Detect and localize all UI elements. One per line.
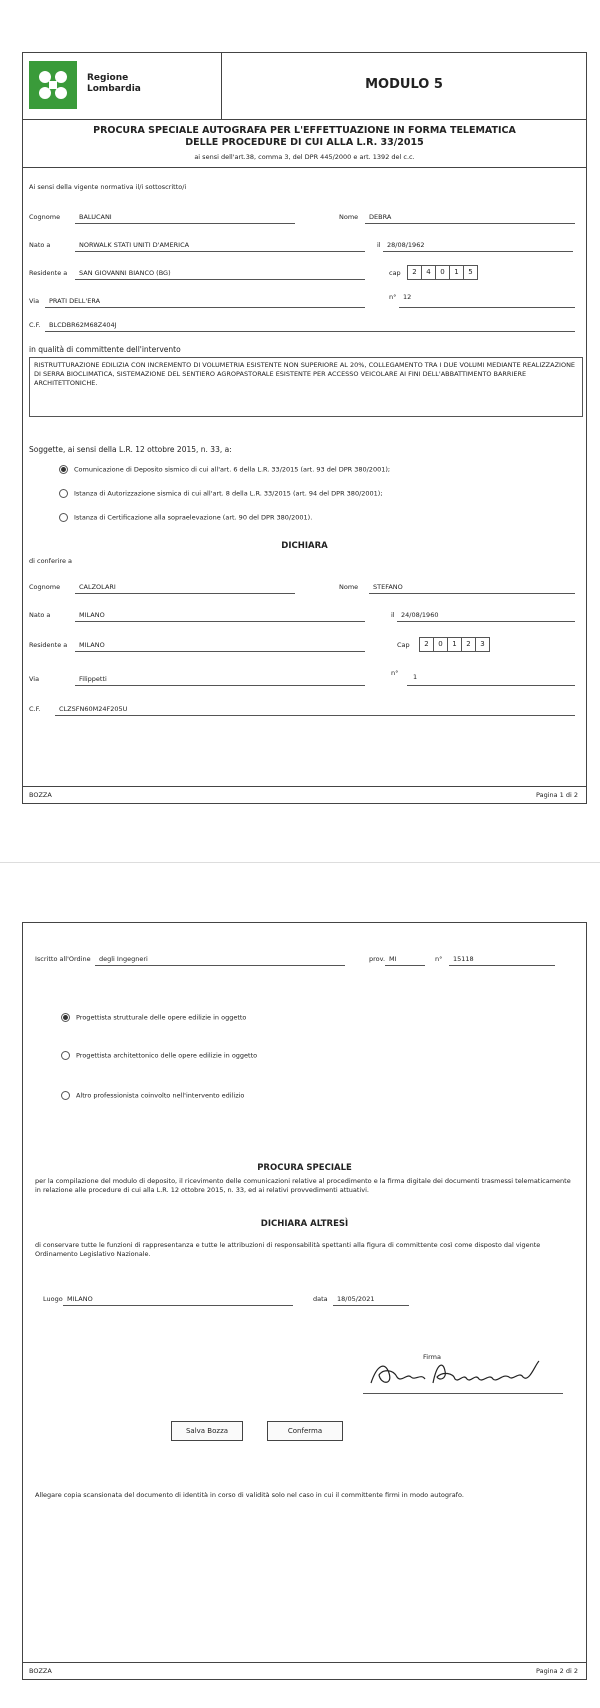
cognome-field[interactable]: BALUCANI <box>79 213 112 221</box>
proc-civico-underline <box>407 685 575 686</box>
title-line-2: DELLE PROCEDURE DI CUI ALLA L.R. 33/2015 <box>185 137 424 148</box>
proc-cap-digit[interactable]: 2 <box>419 637 434 652</box>
option-autorizzazione-label: Istanza di Autorizzazione sismica di cui all'art. 8 della L.R. 33/2015 (art. 94 del DPR 380/2001); <box>74 489 383 498</box>
proc-via-label: Via <box>29 675 40 683</box>
ordine-n-underline <box>449 965 555 966</box>
footer-status: BOZZA <box>29 1667 52 1675</box>
form-page-1 <box>22 52 587 804</box>
role-altro-label: Altro professionista coinvolto nell'intervento edilizio <box>76 1091 245 1100</box>
qualita-label: in qualità di committente dell'intervento <box>29 345 181 354</box>
allegare-text: Allegare copia scansionata del documento di identità in corso di validità solo nel caso in cui il committente firmi in modo autografo. <box>35 1491 464 1499</box>
civico-field[interactable]: 12 <box>403 293 412 301</box>
ordine-n-label: n° <box>435 955 443 963</box>
cap-digit[interactable]: 1 <box>449 265 464 280</box>
proc-civico-field[interactable]: 1 <box>413 673 418 681</box>
document-title <box>23 125 586 149</box>
proc-residente-label: Residente a <box>29 641 68 649</box>
proc-residente-underline <box>75 651 365 652</box>
conferire-label: di conferire a <box>29 557 73 565</box>
dichiara-altresi-title: DICHIARA ALTRESÌ <box>260 1219 349 1229</box>
role-strutturale[interactable] <box>61 1013 246 1022</box>
signature-image <box>363 1355 563 1391</box>
proc-il-field[interactable]: 24/08/1960 <box>401 611 439 619</box>
residente-field[interactable]: SAN GIOVANNI BIANCO (BG) <box>79 269 171 277</box>
proc-civico-label: n° <box>391 669 399 677</box>
region-name <box>87 73 141 95</box>
proc-cognome-label: Cognome <box>29 583 61 591</box>
residente-underline <box>75 279 365 280</box>
luogo-underline <box>63 1305 293 1306</box>
intervento-textarea[interactable] <box>29 357 583 417</box>
cognome-underline <box>75 223 295 224</box>
iscritto-field[interactable]: degli Ingegneri <box>99 955 148 963</box>
proc-nato-label: Nato a <box>29 611 51 619</box>
role-architettonico[interactable] <box>61 1051 257 1060</box>
proc-cap-digit[interactable]: 0 <box>433 637 448 652</box>
proc-cap-digit[interactable]: 3 <box>475 637 490 652</box>
proc-cf-label: C.F. <box>29 705 41 713</box>
proc-cap-label: Cap <box>397 641 410 649</box>
cf-underline <box>45 331 575 332</box>
proc-cognome-underline <box>75 593 295 594</box>
title-divider <box>23 167 586 168</box>
footer-page-number: Pagina 1 di 2 <box>535 791 578 799</box>
proc-il-label: il <box>391 611 395 619</box>
option-autorizzazione[interactable] <box>59 489 383 498</box>
ordine-n-field[interactable]: 15118 <box>453 955 474 963</box>
page-footer <box>23 1662 586 1679</box>
nome-underline <box>365 223 575 224</box>
il-underline <box>383 251 573 252</box>
proc-il-underline <box>397 621 575 622</box>
civico-underline <box>399 307 575 308</box>
radio-checked-icon[interactable] <box>61 1013 70 1022</box>
title-line-1: PROCURA SPECIALE AUTOGRAFA PER L'EFFETTUAZIONE IN FORMA TELEMATICA <box>93 125 516 136</box>
proc-cf-underline <box>55 715 575 716</box>
region-name-line-2: Lombardia <box>87 84 141 94</box>
luogo-label: Luogo <box>43 1295 63 1303</box>
option-certificazione[interactable] <box>59 513 312 522</box>
cf-field[interactable]: BLCDBR62M68Z404J <box>49 321 117 329</box>
prov-field[interactable]: MI <box>389 955 397 963</box>
proc-via-field[interactable]: Filippetti <box>79 675 107 683</box>
prov-label: prov. <box>369 955 386 963</box>
data-label: data <box>313 1295 328 1303</box>
cap-digit[interactable]: 2 <box>407 265 422 280</box>
cap-label: cap <box>389 269 401 277</box>
proc-cap-digit[interactable]: 2 <box>461 637 476 652</box>
radio-unchecked-icon[interactable] <box>59 489 68 498</box>
luogo-field[interactable]: MILANO <box>67 1295 93 1303</box>
role-altro[interactable] <box>61 1091 244 1100</box>
data-underline <box>333 1305 409 1306</box>
proc-cf-field[interactable]: CLZSFN60M24F205U <box>59 705 128 713</box>
cap-digit[interactable]: 5 <box>463 265 478 280</box>
residente-label: Residente a <box>29 269 68 277</box>
proc-cap-digit[interactable]: 1 <box>447 637 462 652</box>
nome-label: Nome <box>339 213 359 221</box>
footer-page-number: Pagina 2 di 2 <box>535 1667 578 1675</box>
soggette-label: Soggette, ai sensi della L.R. 12 ottobre 2015, n. 33, a: <box>29 445 232 454</box>
civico-label: n° <box>389 293 397 301</box>
region-logo <box>29 61 77 109</box>
cf-label: C.F. <box>29 321 41 329</box>
proc-residente-field[interactable]: MILANO <box>79 641 105 649</box>
nato-field[interactable]: NORWALK STATI UNITI D'AMERICA <box>79 241 190 249</box>
page-footer <box>23 786 586 803</box>
data-field[interactable]: 18/05/2021 <box>337 1295 375 1303</box>
footer-status: BOZZA <box>29 791 52 799</box>
iscritto-underline <box>95 965 345 966</box>
firma-label: Firma <box>423 1353 441 1361</box>
option-deposito[interactable] <box>59 465 390 474</box>
proc-nome-label: Nome <box>339 583 359 591</box>
lombardia-logo-icon <box>29 61 77 109</box>
radio-checked-icon[interactable] <box>59 465 68 474</box>
nome-field[interactable]: DEBRA <box>369 213 392 221</box>
dichiara-altresi-text: di conservare tutte le funzioni di rappresentanza e tutte le attribuzioni di responsabilità spettanti alla figura di committente così come disposto dal vigente Ordinamento Legislativo Nazionale. <box>35 1241 541 1258</box>
via-underline <box>45 307 365 308</box>
nato-underline <box>75 251 365 252</box>
conferma-button[interactable]: Conferma <box>267 1421 343 1441</box>
il-field[interactable]: 28/08/1962 <box>387 241 425 249</box>
procura-title: PROCURA SPECIALE <box>257 1163 352 1173</box>
title-subtitle: ai sensi dell'art.38, comma 3, del DPR 445/2000 e art. 1392 del c.c. <box>194 153 415 161</box>
role-strutturale-label: Progettista strutturale delle opere edilizie in oggetto <box>76 1013 247 1022</box>
radio-unchecked-icon[interactable] <box>59 513 68 522</box>
proc-nato-underline <box>75 621 365 622</box>
region-name-line-1: Regione <box>87 73 129 83</box>
cognome-label: Cognome <box>29 213 61 221</box>
page-separator <box>0 862 600 863</box>
proc-cognome-field[interactable]: CALZOLARI <box>79 583 116 591</box>
cap-digit[interactable]: 0 <box>435 265 450 280</box>
page-header <box>23 53 586 120</box>
proc-nome-field[interactable]: STEFANO <box>373 583 403 591</box>
cap-digit[interactable]: 4 <box>421 265 436 280</box>
option-certificazione-label: Istanza di Certificazione alla sopraelevazione (art. 90 del DPR 380/2001). <box>74 513 313 522</box>
via-label: Via <box>29 297 40 305</box>
handwritten-signature-icon <box>363 1355 563 1391</box>
firma-underline <box>363 1393 563 1394</box>
salva-bozza-button[interactable]: Salva Bozza <box>171 1421 243 1441</box>
via-field[interactable]: PRATI DELL'ERA <box>49 297 101 305</box>
module-title: MODULO 5 <box>365 77 443 92</box>
radio-unchecked-icon[interactable] <box>61 1091 70 1100</box>
intervento-text: RISTRUTTURAZIONE EDILIZIA CON INCREMENTO DI VOLUMETRIA ESISTENTE NON SUPERIORE AL 20%, COLLEGAMENTO TRA I DUE VOLUMI MEDIANTE REALIZZAZIONE DI SERRA BIOCLIMATICA, SISTEMAZIONE DEL SENTIERO AGROPASTORALE ESISTENTE PER ACCESSO VEICOLARE AI FINI DELL'ABBATTIMENTO BARRIERE ARCHITETTONICHE. <box>34 361 576 387</box>
proc-via-underline <box>75 685 365 686</box>
iscritto-label: Iscritto all'Ordine <box>35 955 91 963</box>
prov-underline <box>385 965 425 966</box>
option-deposito-label: Comunicazione di Deposito sismico di cui all'art. 6 della L.R. 33/2015 (art. 93 del DPR 380/2001); <box>74 465 391 474</box>
proc-nato-field[interactable]: MILANO <box>79 611 105 619</box>
nato-label: Nato a <box>29 241 51 249</box>
dichiara-title: DICHIARA <box>281 541 328 551</box>
form-page-2 <box>22 922 587 1680</box>
radio-unchecked-icon[interactable] <box>61 1051 70 1060</box>
proc-nome-underline <box>369 593 575 594</box>
il-label: il <box>377 241 381 249</box>
role-architettonico-label: Progettista architettonico delle opere edilizie in oggetto <box>76 1051 258 1060</box>
intro-text: Ai sensi della vigente normativa il/i sottoscritto/i <box>29 183 187 191</box>
procura-text: per la compilazione del modulo di deposito, il ricevimento delle comunicazioni relative al procedimento e la firma digitale dei documenti trasmessi telematicamente in relazione alle procedure di cui alla L.R. 12 ottobre 2015, n. 33, ed ai relativi provvedimenti attuativi. <box>35 1177 571 1194</box>
